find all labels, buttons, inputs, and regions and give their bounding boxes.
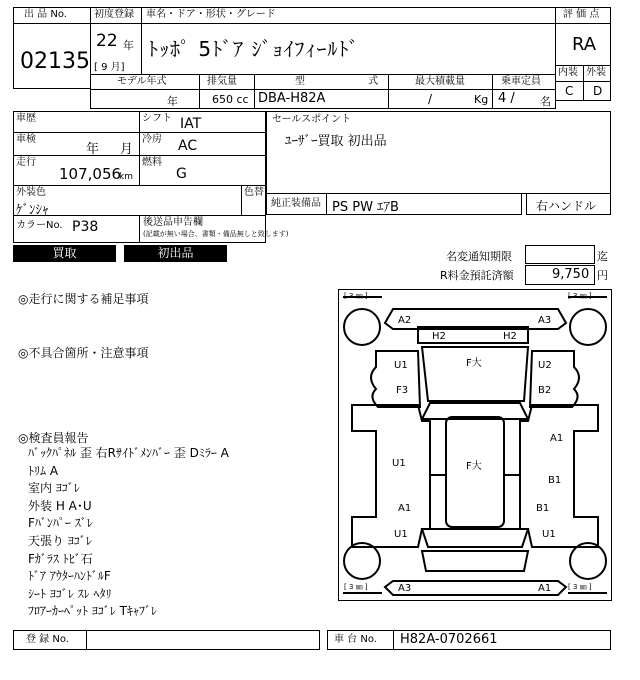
inspection-label: 車検 [16,134,36,145]
right-front-fender-top-code: U2 [538,360,552,371]
recycle-label: R料金預託済額 [440,269,514,282]
max-load: / [428,92,433,106]
capacity-unit: 名 [540,95,551,108]
report-line: 室内 ﾖｺﾞﾚ [28,481,80,496]
car-name: ﾄｯﾎﾟ 5ﾄﾞｱ ｼﾞｮｲﾌｨｰﾙﾄﾞ [148,37,360,61]
left-door-code: U1 [392,458,406,469]
model-code: DBA-H82A [258,91,326,106]
inspection-month: 月 [120,142,134,157]
chassis-label: 車 台 No. [334,634,377,645]
fuel-label: 燃料 [142,157,162,168]
tire-rear-right [570,543,606,579]
interior-label: 内装 [558,67,578,78]
max-load-unit: Kg [474,93,489,106]
first-reg-year: 22 [96,31,118,51]
sales-point: ﾕｰｻﾞｰ買取 初出品 [285,134,387,149]
defects-label: ◎不具合箇所・注意事項 [18,346,149,360]
aircon-label: 冷房 [142,134,162,145]
driving-notes-label: ◎走行に関する補足事項 [18,292,149,306]
rear-window [422,529,528,547]
left-front-fender-top-code: U1 [394,360,408,371]
roof [446,417,504,527]
handle: 右ハンドル [536,199,597,213]
front-bumper-right-code: A3 [538,315,552,326]
shift-label: シフト [142,113,172,124]
tire-rr-depth: [ 3 ㎜ ] [568,583,592,591]
right-front-door-code: A1 [550,433,564,444]
front-bumper-left-code: A2 [398,315,412,326]
report-line: 外装 H A･U [28,498,92,513]
tire-rear-left [344,543,380,579]
first-reg-label: 初度登録 [94,9,134,20]
report-line: 天張り ﾖｺﾞﾚ [28,533,92,548]
recycle-unit: 円 [597,269,608,282]
color-no: P38 [72,219,99,235]
report-line: ﾄﾞｱ ｱｳﾀｰﾊﾝﾄﾞﾙF [28,569,111,584]
tire-fr-depth: [ 3 ㎜ ] [568,292,592,300]
left-rear-quarter-top-code: A1 [398,503,412,514]
displacement: 650 cc [212,93,249,106]
grille-left-code: H2 [432,331,446,342]
capacity: 4 / [498,91,515,106]
capacity-label: 乗車定員 [501,76,541,87]
fuel: G [176,166,187,182]
grille-right-code: H2 [503,331,517,342]
color-no-label: カラーNo. [16,220,63,231]
report-line: Fﾊﾞﾝﾊﾟｰ ｽﾞﾚ [28,516,93,531]
tire-fl-depth: [ 3 ㎜ ] [344,292,368,300]
score-label: 評 価 点 [563,9,600,20]
right-rear-quarter-top-code: B1 [536,503,550,514]
rear-bumper-right-code: A1 [538,583,552,594]
first-listing-tag: 初出品 [124,245,227,262]
report-line: Fｶﾞﾗｽ ﾄﾋﾞ石 [28,551,93,566]
right-front-fender-bottom-code: B2 [538,385,552,396]
left-side [352,405,430,547]
car-name-label: 車名・ドア・形状・グレード [146,9,276,20]
report-line: ﾊﾞｯｸﾊﾟﾈﾙ 歪 右Rｻｲﾄﾞﾒﾝﾊﾞｰ 歪 Dﾐﾗｰ A [28,446,229,460]
equipment: PS PW ｴｱB [332,200,399,215]
aircon: AC [178,138,198,154]
rear-hatch [422,551,528,571]
registration-label: 登 録 No. [26,634,69,645]
rear-bumper-left-code: A3 [398,583,412,594]
first-reg-month: [ 9 月] [94,62,125,73]
exterior-color: ｹﾞﾝｼｬ [16,203,49,218]
first-reg-year-unit: 年 [123,39,134,52]
sales-point-label: セールスポイント [272,114,352,125]
model-year-label: モデル年式 [117,76,167,87]
notice-label: 名変通知期限 [446,250,512,263]
mileage-unit: km [119,172,133,182]
left-front-fender-bottom-code: F3 [396,385,409,396]
left-rear-quarter-bottom-code: U1 [394,529,408,540]
hood [422,347,528,401]
exterior-color-label: 外装色 [16,187,46,198]
mileage-label: 走行 [16,157,36,168]
delivery-note: (記載が無い場合、書類・備品無しと致します) [143,230,289,238]
max-load-label: 最大積載量 [415,76,465,87]
lot-number: 02135 [20,49,90,74]
history-label: 車歴 [16,113,36,124]
buy-tag: 買取 [13,245,116,262]
report-line: ｼｰﾄ ﾖｺﾞﾚ ｽﾚ ﾍﾀﾘ [28,586,112,601]
recycle-value: 9,750 [552,267,590,282]
delivery-label: 後送品申告欄 [143,217,203,228]
mileage: 107,056 [59,165,122,183]
model-label: 型 式 [295,76,409,87]
notice-box [525,245,595,264]
report-line: ﾄﾘﾑ A [28,463,59,478]
tire-rl-depth: [ 3 ㎜ ] [344,583,368,591]
tire-front-right [570,309,606,345]
car-damage-diagram [338,289,612,601]
shift: IAT [180,116,202,132]
right-rear-door-code: B1 [548,475,562,486]
exterior-score: D [593,84,603,98]
report-line: ﾌﾛｱｰｶｰﾍﾟｯﾄ ﾖｺﾞﾚ Tｷｬﾌﾞﾚ [28,604,157,619]
inspector-report-label: ◎検査員報告 [18,431,89,445]
displacement-label: 排気量 [207,76,237,87]
roof-code: F大 [466,461,482,472]
inspector-report-lines [28,445,229,621]
inspection-year: 年 [86,142,100,157]
tire-front-left [344,309,380,345]
exterior-label: 外装 [586,67,606,78]
right-rear-quarter-bottom-code: U1 [542,529,556,540]
lot-label: 出 品 No. [24,9,67,20]
notice-unit: 迄 [597,250,608,263]
equipment-label: 純正装備品 [271,198,321,209]
color-change-label: 色替 [244,187,264,198]
model-year-unit: 年 [167,95,178,108]
interior-score: C [565,84,574,98]
score: RA [572,34,597,55]
chassis-number: H82A-0702661 [400,632,498,647]
hood-code: F大 [466,358,482,369]
